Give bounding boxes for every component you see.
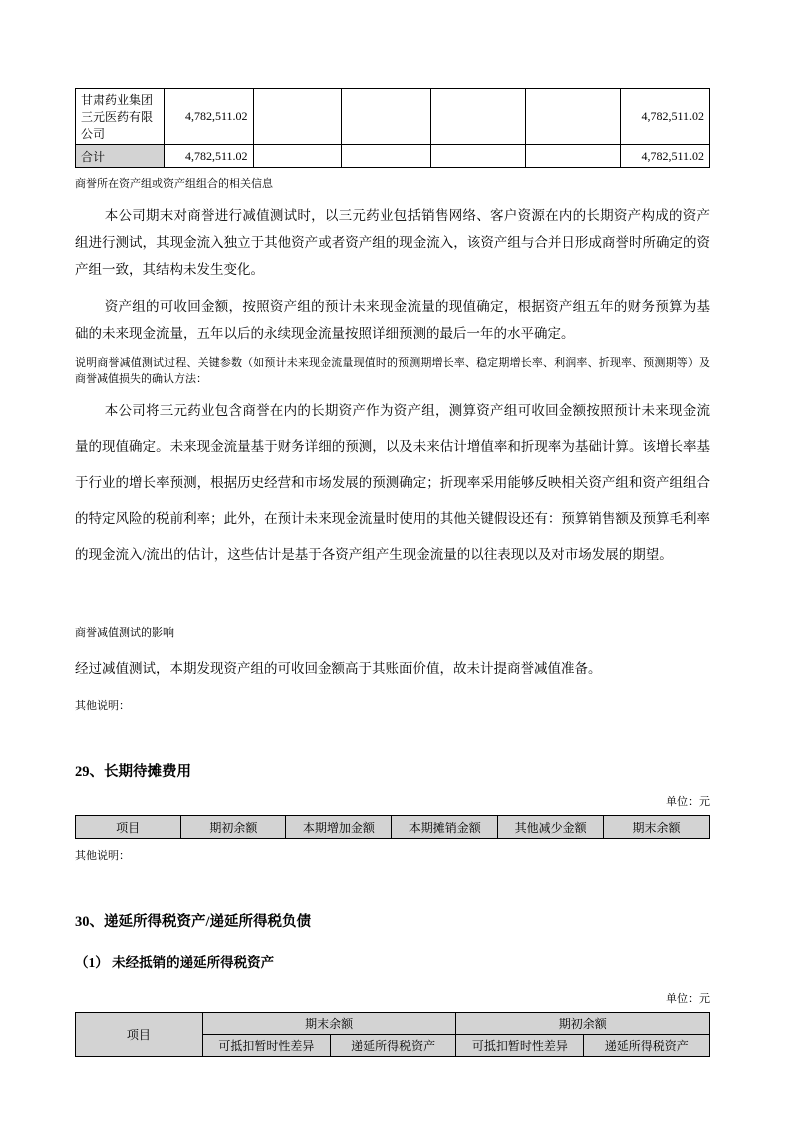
empty-cell	[431, 89, 526, 145]
amount-cell: 4,782,511.02	[621, 89, 710, 145]
column-header: 项目	[76, 816, 181, 839]
empty-cell	[431, 145, 526, 168]
goodwill-assets-table	[75, 88, 710, 168]
amount-cell: 4,782,511.02	[164, 145, 253, 168]
section-30-subheading: （1） 未经抵销的递延所得税资产	[75, 955, 275, 970]
empty-cell	[342, 145, 431, 168]
goodwill-paragraph-2: 资产组的可收回金额，按照资产组的预计未来现金流量的现值确定，根据资产组五年的财务预算为基础的未来现金流量，五年以后的永续现金流量按照详细预测的最后一年的水平确定。	[75, 299, 710, 341]
item-column-header: 项目	[76, 1013, 203, 1057]
column-subheader: 可抵扣暂时性差异	[202, 1035, 330, 1057]
total-label-cell: 合计	[76, 145, 165, 168]
empty-cell	[253, 89, 342, 145]
related-info-label: 商誉所在资产组或资产组组合的相关信息	[75, 178, 273, 190]
section-30-heading: 30、递延所得税资产/递延所得税负债	[75, 914, 312, 930]
impairment-process-label: 说明商誉减值测试过程、关键参数（如预计未来现金流量现值时的预测期增长率、稳定期增长率、利润率、折现率、预测期等）及商誉减值损失的确认方法：	[75, 357, 710, 385]
section-29-heading: 29、长期待摊费用	[75, 764, 191, 780]
goodwill-paragraph-1: 本公司期末对商誉进行减值测试时，以三元药业包括销售网络、客户资源在内的长期资产构成的资产组进行测试，其现金流入独立于其他资产或者资产组的现金流入，该资产组与合并日形成商誉时所确定的资产组一致，其结构未发生变化。	[75, 208, 710, 277]
table-row	[76, 89, 710, 145]
long-term-deferred-expenses-table	[75, 815, 710, 839]
empty-cell	[253, 145, 342, 168]
impairment-impact-label: 商誉减值测试的影响	[75, 627, 174, 639]
empty-cell	[526, 89, 621, 145]
empty-cell	[342, 89, 431, 145]
column-header: 期末余额	[604, 816, 710, 839]
amount-cell: 4,782,511.02	[164, 89, 253, 145]
table-header-row	[76, 816, 710, 839]
opening-balance-header: 期初余额	[456, 1013, 710, 1035]
empty-cell	[526, 145, 621, 168]
total-row	[76, 145, 710, 168]
column-header: 本期增加金额	[286, 816, 392, 839]
closing-balance-header: 期末余额	[202, 1013, 456, 1035]
goodwill-paragraph-3: 本公司将三元药业包含商誉在内的长期资产作为资产组，测算资产组可收回金额按照预计未来现金流量的现值确定。未来现金流量基于财务详细的预测，以及未来估计增值率和折现率为基础计算。该增长率基于行业的增长率预测，根据历史经营和市场发展的预测确定；折现率采用能够反映相关资产组和资产组组合的特定风险的税前利率；此外，在预计未来现金流量时使用的其他关键假设还有：预算销售额及预算毛利率的现金流入/流出的估计，这些估计是基于各资产组产生现金流量的以往表现以及对市场发展的期望。	[75, 403, 710, 562]
unit-label: 单位：元	[666, 993, 710, 1005]
other-notes-label: 其他说明：	[75, 700, 130, 712]
amount-cell: 4,782,511.02	[621, 145, 710, 168]
column-header: 本期摊销金额	[392, 816, 498, 839]
column-header: 期初余额	[181, 816, 286, 839]
impairment-impact-text: 经过减值测试，本期发现资产组的可收回金额高于其账面价值，故未计提商誉减值准备。	[75, 661, 602, 676]
asset-group-name-cell: 甘肃药业集团三元医药有限公司	[76, 89, 165, 145]
unit-label: 单位：元	[666, 796, 710, 808]
column-subheader: 递延所得税资产	[330, 1035, 456, 1057]
other-notes-label: 其他说明：	[75, 850, 130, 862]
column-subheader: 可抵扣暂时性差异	[456, 1035, 584, 1057]
column-header: 其他减少金额	[498, 816, 604, 839]
column-subheader: 递延所得税资产	[584, 1035, 710, 1057]
table-header-row	[76, 1013, 710, 1035]
deferred-tax-assets-table	[75, 1012, 710, 1057]
